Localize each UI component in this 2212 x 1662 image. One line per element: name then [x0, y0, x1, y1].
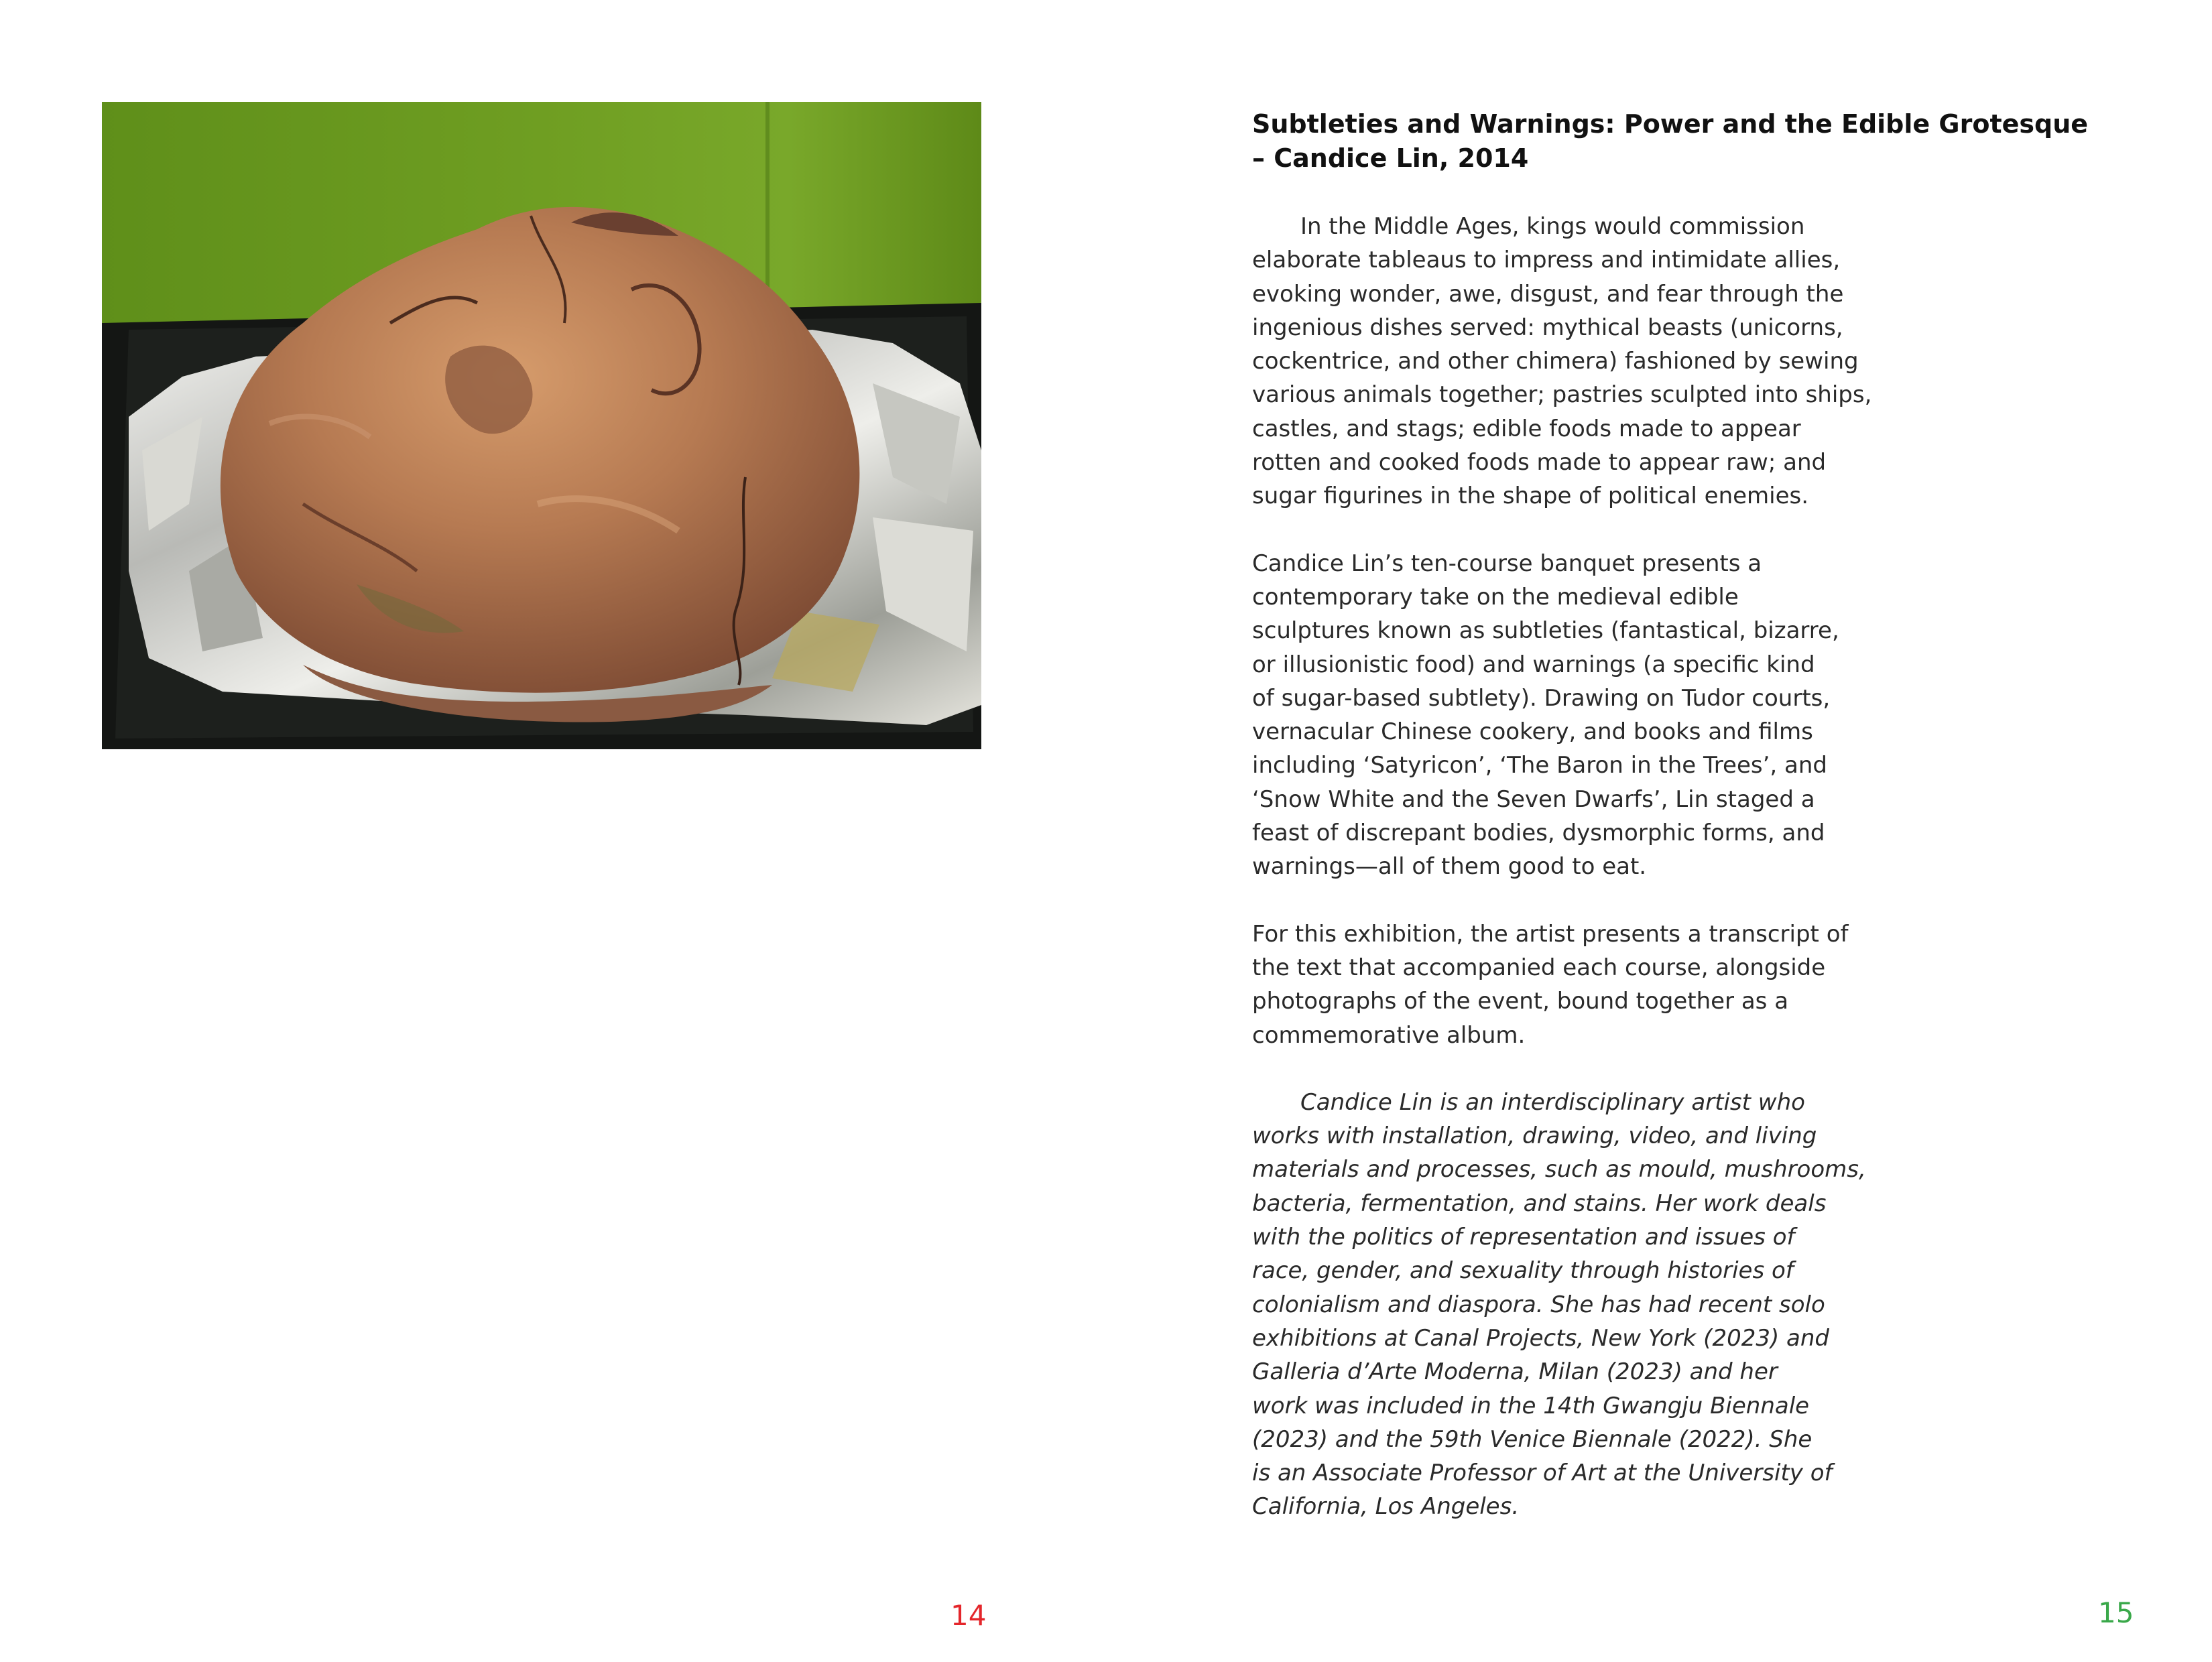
text-line: Candice Lin’s ten-course banquet presents a [1252, 550, 1762, 577]
text-line: In the Middle Ages, kings would commission [1300, 213, 1805, 240]
page-number-right: 15 [2098, 1596, 2134, 1629]
page-number-left: 14 [950, 1599, 987, 1632]
text-line: work was included in the 14th Gwangju Biennale [1252, 1392, 1810, 1419]
text-line: the text that accompanied each course, alongside [1252, 954, 1826, 981]
text-line: For this exhibition, the artist presents a transcript of [1252, 920, 1849, 948]
text-line: race, gender, and sexuality through histories of [1252, 1257, 1794, 1285]
text-line: California, Los Angeles. [1252, 1493, 1520, 1521]
title-line: – Candice Lin, 2014 [1252, 143, 1529, 173]
text-line: contemporary take on the medieval edible [1252, 583, 1739, 611]
text-line: colonialism and diaspora. She has had recent solo [1252, 1291, 1825, 1318]
text-line: of sugar-based subtlety). Drawing on Tudor courts, [1252, 684, 1831, 712]
text-line: works with installation, drawing, video, and living [1252, 1123, 1817, 1150]
text-line: cockentrice, and other chimera) fashioned by sewing [1252, 348, 1859, 375]
essay-column [1252, 107, 2090, 1524]
text-line: including ‘Satyricon’, ‘The Baron in the Trees’, and [1252, 752, 1827, 779]
text-line: (2023) and the 59th Venice Biennale (2022). She [1252, 1425, 1812, 1453]
essay-title [1252, 107, 2090, 176]
paragraph-exhibition [1252, 917, 2090, 1052]
text-line: evoking wonder, awe, disgust, and fear through the [1252, 280, 1844, 308]
text-line: Candice Lin is an interdisciplinary artist who [1300, 1088, 1805, 1116]
text-line: ‘Snow White and the Seven Dwarfs’, Lin staged a [1252, 785, 1815, 813]
text-line: rotten and cooked foods made to appear raw; and [1252, 449, 1827, 476]
text-line: sugar figurines in the shape of political enemies. [1252, 483, 1809, 510]
text-line: vernacular Chinese cookery, and books and films [1252, 718, 1813, 746]
text-line: sculptures known as subtleties (fantastical, bizarre, [1252, 617, 1839, 645]
text-line: materials and processes, such as mould, mushrooms, [1252, 1156, 1866, 1184]
text-line: commemorative album. [1252, 1021, 1526, 1049]
text-line: Galleria d’Arte Moderna, Milan (2023) and her [1252, 1358, 1778, 1386]
text-line: with the politics of representation and issues of [1252, 1224, 1795, 1251]
text-line: elaborate tableaus to impress and intimidate allies, [1252, 247, 1841, 274]
sculpture-illustration [102, 102, 981, 749]
title-line: Subtleties and Warnings: Power and the Edible Grotesque [1252, 109, 2089, 139]
text-line: various animals together; pastries sculpted into ships, [1252, 381, 1872, 409]
text-line: castles, and stags; edible foods made to appear [1252, 415, 1801, 442]
text-line: warnings—all of them good to eat. [1252, 853, 1647, 881]
paragraph-banquet [1252, 547, 2090, 884]
text-line: is an Associate Professor of Art at the University of [1252, 1460, 1833, 1487]
artist-bio [1252, 1086, 2090, 1524]
text-line: bacteria, fermentation, and stains. Her work deals [1252, 1190, 1827, 1217]
text-line: photographs of the event, bound together as a [1252, 988, 1789, 1015]
text-line: ingenious dishes served: mythical beasts (unicorns, [1252, 314, 1843, 341]
text-line: feast of discrepant bodies, dysmorphic forms, and [1252, 820, 1825, 847]
paragraph-middle-ages [1252, 210, 2090, 513]
text-line: or illusionistic food) and warnings (a specific kind [1252, 651, 1815, 678]
text-line: exhibitions at Canal Projects, New York (2023) and [1252, 1324, 1830, 1352]
artwork-photo [102, 102, 981, 749]
